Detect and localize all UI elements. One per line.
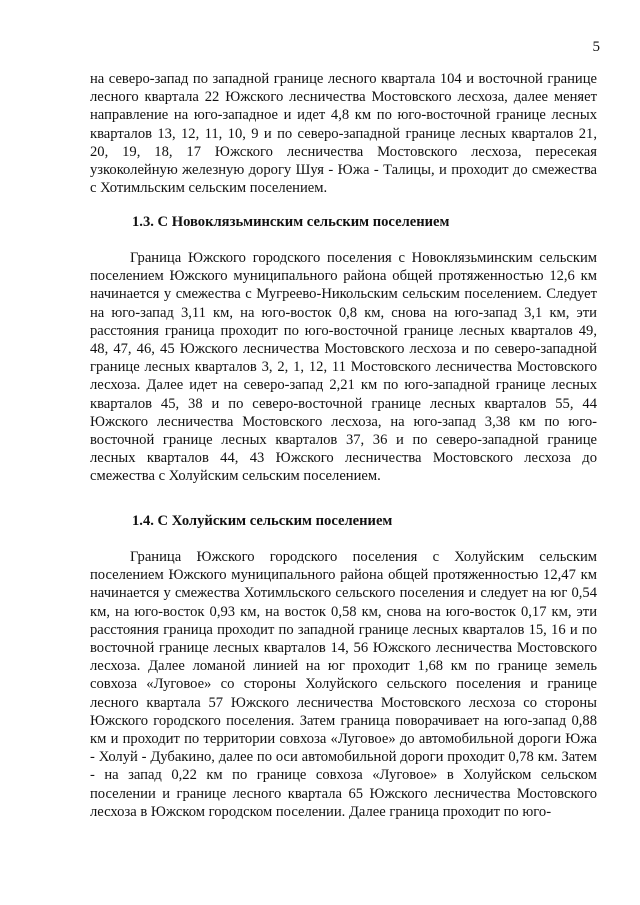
intro-paragraph: на северо-запад по западной границе лесного квартала 104 и восточной границе лесного квартала 22 Южского лесничества Мостовского лесхоза, далее меняет направление на юго-западное и идет 4,8 км по юго-восточной границе лесных кварталов 13, 12, 11, 10, 9 и по северо-западной границе лесных кварталов 21, 20, 19, 18, 17 Южского лесничества Мостовского лесхоза, пересекая узкоколейную железную дорогу Шуя - Южа - Талицы, и проходит до смежества с Хотимльским сельским поселением. [90,71,597,197]
section-1-4-block [90,548,597,821]
section-heading-1-4: 1.4. С Холуйским сельским поселением [132,513,393,529]
section-1-3-block [90,249,597,486]
section-1-3-paragraph: Граница Южского городского поселения с Новоклязьминским сельским поселением Южского муниципального района общей протяженностью 12,6 км начинается у смежества с Мугреево-Никольским сельским поселением. Следует на юго-запад 3,11 км, на юго-восток 0,8 км, снова на юго-запад 3,1 км, эти расстояния граница проходит по юго-восточной границе лесных кварталов 49, 48, 47, 46, 45 Южского лесничества Мостовского лесхоза и по северо-западной границе лесных кварталов 3, 2, 1, 12, 11 Мостовского лесничества Мостовского лесхоза. Далее идет на северо-запад 2,21 км по юго-западной границе лесных кварталов 45, 38 и по северо-восточной границе лесных кварталов 55, 44 Южского лесничества Мостовского лесхоза, на юго-запад 3,38 км по юго-восточной границе лесных кварталов 37, 36 и по северо-западной границе лесных кварталов 44, 43 Южского лесничества Мостовского лесхоза до смежества с Холуйским сельским поселением. [90,250,597,485]
intro-block [90,70,597,197]
section-heading-1-3: 1.3. С Новоклязьминским сельским поселением [132,214,450,230]
page-number: 5 [592,39,600,55]
section-1-4-paragraph: Граница Южского городского поселения с Холуйским сельским поселением Южского муниципального района общей протяженностью 12,47 км начинается у смежества Хотимльского сельского поселения и следует на юг 0,54 км, на юго-восток 0,93 км, на восток 0,58 км, снова на юго-восток 0,17 км, эти расстояния граница проходит по западной границе лесных кварталов 15, 16 и по восточной границе лесных кварталов 14, 56 Южского лесничества Мостовского лесхоза. Далее ломаной линией на юг проходит 1,68 км по границе земель совхоза «Луговое» со стороны Холуйского сельского поселения и границе лесного квартала 57 Южского лесничества Мостовского лесхоза со стороны Южского городского поселения. Затем граница поворачивает на юго-запад 0,88 км и проходит по территории совхоза «Луговое» до автомобильной дороги Южа - Холуй - Дубакино, далее по оси автомобильной дороги проходит 0,78 км. Затем - на запад 0,22 км по границе совхоза «Луговое» в Холуйском сельском поселении и границе лесного квартала 65 Южского лесничества Мостовского лесхоза в Южском городском поселении. Далее граница проходит по юго- [90,549,597,820]
